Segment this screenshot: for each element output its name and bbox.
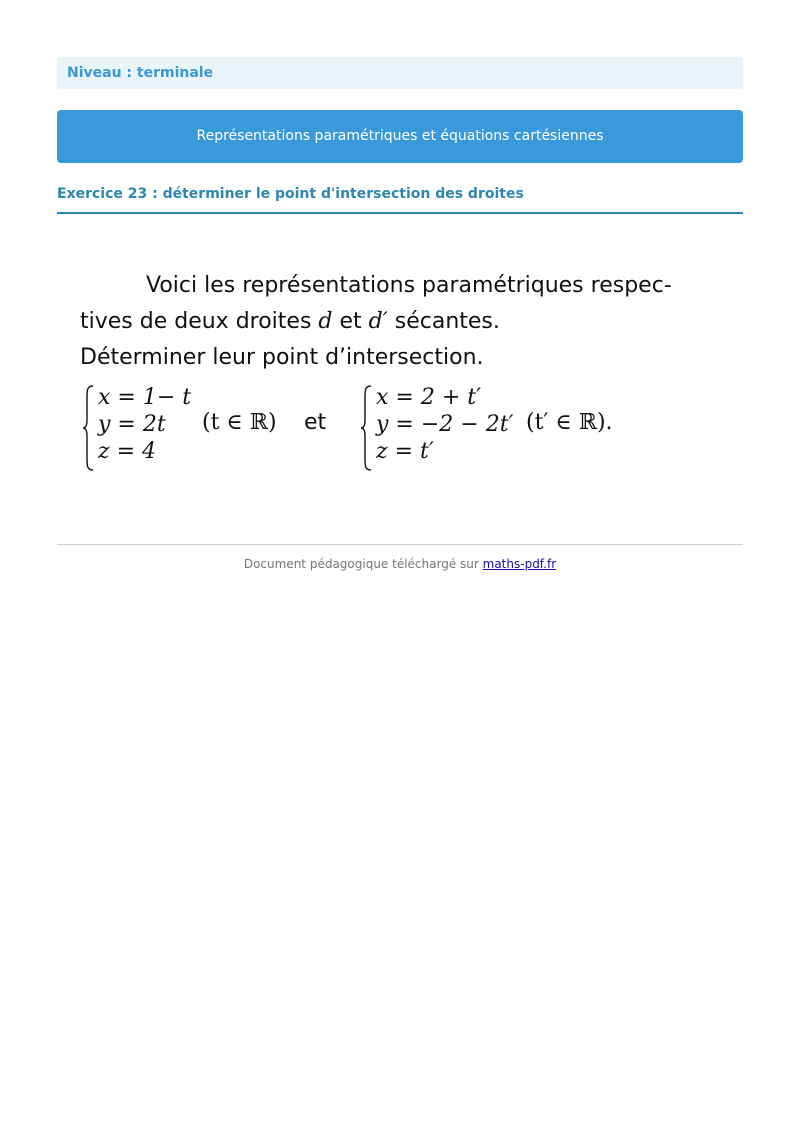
system-2-equations: [376, 384, 514, 465]
system-1-equations: [98, 384, 191, 465]
statement-line-3: Déterminer leur point d’intersection.: [80, 345, 484, 370]
statement-line-2: [80, 304, 720, 340]
system-2-eq-z: z = t′: [376, 439, 434, 464]
statement-text: tives de deux droites: [80, 309, 319, 334]
system-1-eq-x: x = 1− t: [98, 385, 192, 410]
topic-title: Représentations paramétriques et équations cartésiennes: [196, 128, 604, 144]
system-2-parameter: (t′ ∈ ℝ).: [526, 410, 613, 435]
footer: [57, 557, 743, 571]
statement-text: et: [332, 309, 369, 334]
left-brace-icon: [360, 384, 372, 472]
system-1-eq-z: z = 4: [98, 439, 157, 464]
footer-link[interactable]: maths-pdf.fr: [482, 557, 557, 571]
connector-et: et: [304, 410, 327, 435]
footer-divider: [57, 544, 743, 545]
exercise-title-underline: [57, 212, 743, 214]
line-dprime-symbol: d′: [368, 309, 388, 334]
system-1-parameter: (t ∈ ℝ): [202, 410, 277, 435]
statement-line-1: Voici les représentations paramétriques respec-: [146, 273, 672, 298]
system-2-eq-x: x = 2 + t′: [376, 385, 482, 410]
level-banner: [57, 57, 743, 89]
system-1-eq-y: y = 2t: [98, 412, 166, 437]
exercise-title: Exercice 23 : déterminer le point d'intersection des droites: [57, 186, 524, 202]
topic-banner: [57, 110, 743, 163]
footer-text: Document pédagogique téléchargé sur: [243, 557, 483, 571]
parametric-systems: [80, 384, 720, 484]
system-2-eq-y: y = −2 − 2t′: [376, 412, 514, 437]
level-label: Niveau : terminale: [67, 65, 214, 81]
left-brace-icon: [82, 384, 94, 472]
exercise-statement: [80, 268, 720, 484]
line-d-symbol: d: [318, 309, 333, 334]
statement-text: sécantes.: [387, 309, 500, 334]
